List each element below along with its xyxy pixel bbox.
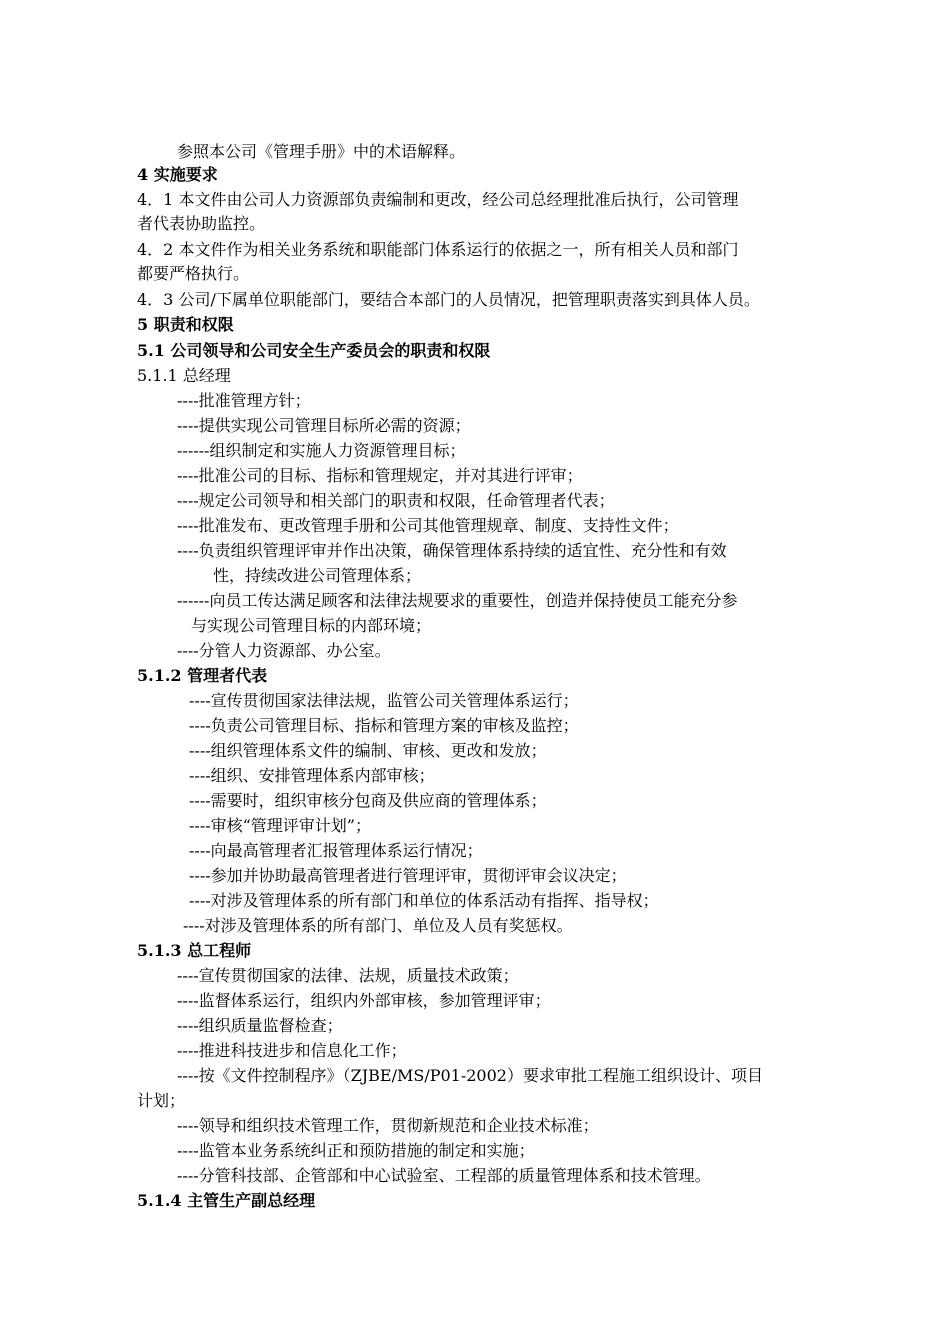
list-item: ----组织管理体系文件的编制、审核、更改和发放； bbox=[189, 741, 547, 760]
section-5-1-2-heading: 5.1.2 管理者代表 bbox=[137, 666, 268, 685]
intro-text: 参照本公司《管理手册》中的术语解释。 bbox=[177, 142, 466, 161]
section-5-1-1-heading: 5.1.1 总经理 bbox=[137, 366, 231, 385]
list-item-continuation: 性，持续改进公司管理体系； bbox=[213, 566, 422, 585]
section-4-1-line-2: 者代表协助监控。 bbox=[137, 214, 266, 233]
list-item: ----需要时，组织审核分包商及供应商的管理体系； bbox=[189, 791, 547, 810]
list-item: ----对涉及管理体系的所有部门、单位及人员有奖惩权。 bbox=[183, 916, 573, 935]
list-item: ------组织制定和实施人力资源管理目标； bbox=[177, 441, 466, 460]
list-item: ----审核“管理评审计划”； bbox=[189, 816, 371, 835]
section-5-1-heading: 5.1 公司领导和公司安全生产委员会的职责和权限 bbox=[137, 341, 491, 360]
list-item: ----负责组织管理评审并作出决策，确保管理体系持续的适宜性、充分性和有效 bbox=[177, 541, 727, 560]
section-4-2-line-2: 都要严格执行。 bbox=[137, 264, 250, 283]
list-item: ----对涉及管理体系的所有部门和单位的体系活动有指挥、指导权； bbox=[189, 891, 659, 910]
list-item: ----按《文件控制程序》（ZJBE/MS/P01-2002）要求审批工程施工组织设计、项目 bbox=[177, 1066, 763, 1085]
section-5-1-4-heading: 5.1.4 主管生产副总经理 bbox=[137, 1191, 316, 1210]
list-item: ----批准发布、更改管理手册和公司其他管理规章、制度、支持性文件； bbox=[177, 516, 679, 535]
list-item: ----组织、安排管理体系内部审核； bbox=[189, 766, 435, 785]
list-item: ----分管科技部、企管部和中心试验室、工程部的质量管理体系和技术管理。 bbox=[177, 1166, 711, 1185]
list-item: ----提供实现公司管理目标所必需的资源； bbox=[177, 416, 471, 435]
section-4-1-line-1: 4．1 本文件由公司人力资源部负责编制和更改，经公司总经理批准后执行，公司管理 bbox=[137, 190, 739, 209]
section-5-1-3-heading: 5.1.3 总工程师 bbox=[137, 941, 252, 960]
list-item: ----宣传贯彻国家的法律、法规，质量技术政策； bbox=[177, 966, 519, 985]
list-item: ----参加并协助最高管理者进行管理评审，贯彻评审会议决定； bbox=[189, 866, 627, 885]
list-item: ----向最高管理者汇报管理体系运行情况； bbox=[189, 841, 483, 860]
list-item: ----领导和组织技术管理工作，贯彻新规范和企业技术标准； bbox=[177, 1116, 599, 1135]
list-item: ----监督体系运行，组织内外部审核，参加管理评审； bbox=[177, 991, 551, 1010]
section-4-heading: 4 实施要求 bbox=[137, 165, 218, 184]
list-item: ----分管人力资源部、办公室。 bbox=[177, 641, 391, 660]
list-item: ----批准公司的目标、指标和管理规定，并对其进行评审； bbox=[177, 466, 583, 485]
list-item: ------向员工传达满足顾客和法律法规要求的重要性，创造并保持使员工能充分参 bbox=[177, 591, 738, 610]
section-4-3-line: 4．3 公司/下属单位职能部门，要结合本部门的人员情况，把管理职责落实到具体人员。 bbox=[137, 290, 760, 309]
list-item-continuation: 与实现公司管理目标的内部环境； bbox=[191, 616, 432, 635]
section-4-2-line-1: 4．2 本文件作为相关业务系统和职能部门体系运行的依据之一，所有相关人员和部门 bbox=[137, 240, 739, 259]
list-item: ----推进科技进步和信息化工作； bbox=[177, 1041, 407, 1060]
list-item: ----监管本业务系统纠正和预防措施的制定和实施； bbox=[177, 1141, 535, 1160]
list-item: ----规定公司领导和相关部门的职责和权限，任命管理者代表； bbox=[177, 491, 615, 510]
section-5-heading: 5 职责和权限 bbox=[137, 315, 234, 334]
list-item-continuation: 计划； bbox=[137, 1091, 186, 1110]
list-item: ----批准管理方针； bbox=[177, 391, 311, 410]
list-item: ----负责公司管理目标、指标和管理方案的审核及监控； bbox=[189, 716, 579, 735]
list-item: ----组织质量监督检查； bbox=[177, 1016, 343, 1035]
list-item: ----宣传贯彻国家法律法规，监管公司关管理体系运行； bbox=[189, 691, 579, 710]
